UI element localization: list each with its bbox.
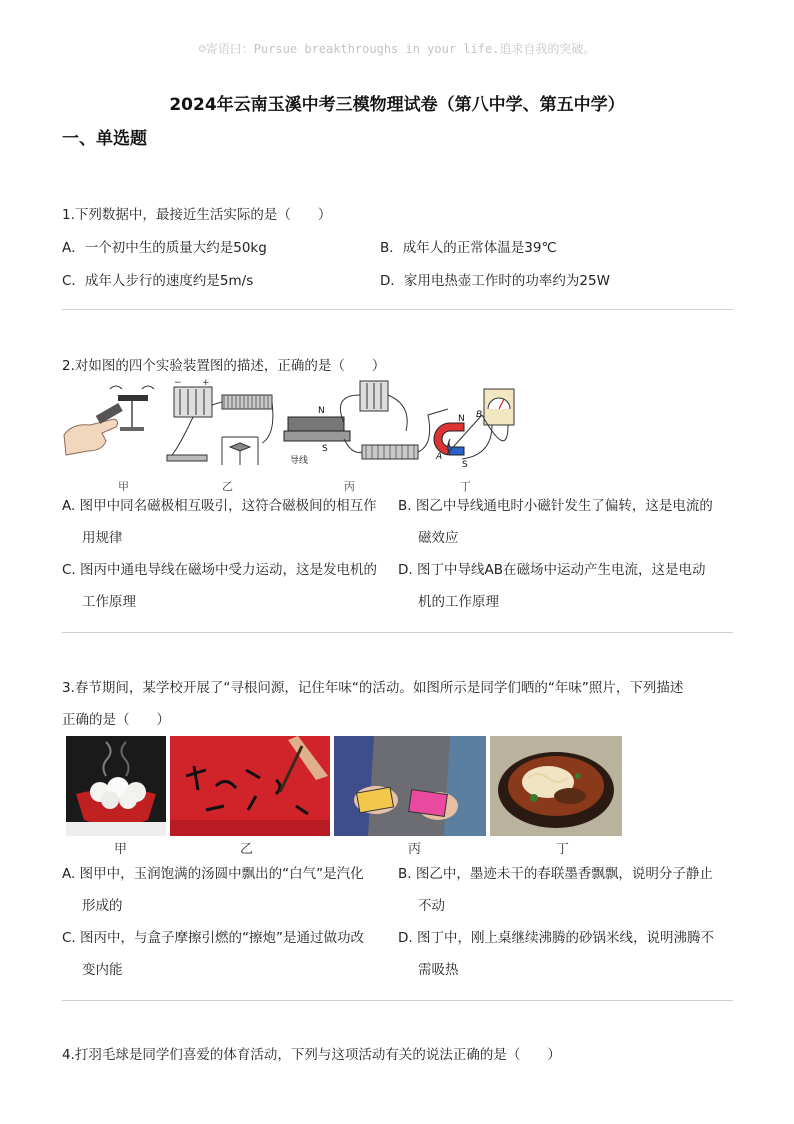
q2-option-d[interactable]: D. 图丁中导线AB在磁场中运动产生电流，这是电动 机的工作原理 — [398, 562, 706, 610]
divider — [62, 1000, 733, 1001]
minus-sign: − — [174, 378, 182, 388]
pole-n-ding: N — [458, 414, 465, 424]
fig-yi-circuit — [167, 378, 273, 465]
pole-s: S — [322, 444, 328, 454]
q3-option-c[interactable]: C. 图丙中，与盒子摩擦引燃的“擦炮”是通过做功改 变内能 — [62, 930, 364, 978]
pole-n: N — [318, 406, 325, 416]
q4-stem: 4.打羽毛球是同学们喜爱的体育活动，下列与这项活动有关的说法正确的是（ ） — [62, 1047, 561, 1063]
q1-option-a[interactable]: A．一个初中生的质量大约是50kg — [62, 240, 267, 256]
point-b: B — [476, 410, 483, 420]
pole-s-ding: S — [462, 460, 468, 470]
page-title: 2024年云南玉溪中考三模物理试卷（第八中学、第五中学） — [169, 95, 625, 115]
photo-jia-tangyuan — [66, 736, 166, 836]
wire-label: 导线 — [290, 456, 309, 466]
divider — [62, 632, 733, 633]
fig-label-ding: 丁 — [460, 480, 471, 493]
q3-stem-line1: 3.春节期间，某学校开展了“寻根问源，记住年味“的活动。如图所示是同学们晒的“年味”照片，下列描述 — [62, 680, 684, 696]
plus-sign: + — [202, 378, 210, 388]
photo-label-bing: 丙 — [408, 842, 422, 857]
divider — [62, 309, 733, 310]
fig-label-jia: 甲 — [118, 480, 129, 493]
q2-option-c[interactable]: C. 图丙中通电导线在磁场中受力运动，这是发电机的 工作原理 — [62, 562, 378, 610]
fig-label-bing: 丙 — [344, 480, 355, 493]
q3-option-a[interactable]: A. 图甲中，玉润饱满的汤圆中飘出的“白气”是汽化 形成的 — [62, 866, 364, 914]
point-a: A — [436, 452, 443, 462]
photo-label-jia: 甲 — [114, 842, 128, 857]
q1-option-c[interactable]: C．成年人步行的速度约是5m/s — [62, 273, 254, 289]
photo-label-ding: 丁 — [556, 842, 570, 857]
q1-option-d[interactable]: D．家用电热壶工作时的功率约为25W — [380, 273, 610, 289]
fig-ding-generator — [434, 389, 514, 470]
q1-stem: 1.下列数据中，最接近生活实际的是（ ） — [62, 207, 332, 223]
photo-bing-firecracker — [334, 736, 486, 836]
q2-stem: 2.对如图的四个实验装置图的描述，正确的是（ ） — [62, 358, 386, 374]
fig-jia-hand-magnet — [64, 386, 154, 455]
q1-option-b[interactable]: B．成年人的正常体温是39℃ — [380, 240, 557, 256]
fig-bing-motor — [284, 381, 448, 466]
q3-photo-strip — [66, 736, 622, 836]
photo-ding-noodles — [490, 736, 622, 836]
photo-yi-couplet — [170, 736, 330, 836]
q3-option-b[interactable]: B. 图乙中，墨迹未干的春联墨香飘飘，说明分子静止 不动 — [398, 866, 713, 914]
q2-option-a[interactable]: A. 图甲中同名磁极相互吸引，这符合磁极间的相互作 用规律 — [62, 498, 377, 546]
watermark: ☺寄语曰：Pursue breakthroughs in your life.追求自我的突破。 — [198, 42, 596, 56]
photo-label-yi: 乙 — [240, 842, 254, 857]
q2-experiment-figure — [62, 375, 522, 473]
q3-option-d[interactable]: D. 图丁中，刚上桌继续沸腾的砂锅米线，说明沸腾不 需吸热 — [398, 930, 714, 978]
q2-option-b[interactable]: B. 图乙中导线通电时小磁针发生了偏转，这是电流的 磁效应 — [398, 498, 713, 546]
fig-label-yi: 乙 — [222, 480, 233, 493]
section-heading: 一、单选题 — [62, 129, 147, 149]
q3-stem-line2: 正确的是（ ） — [62, 712, 170, 728]
